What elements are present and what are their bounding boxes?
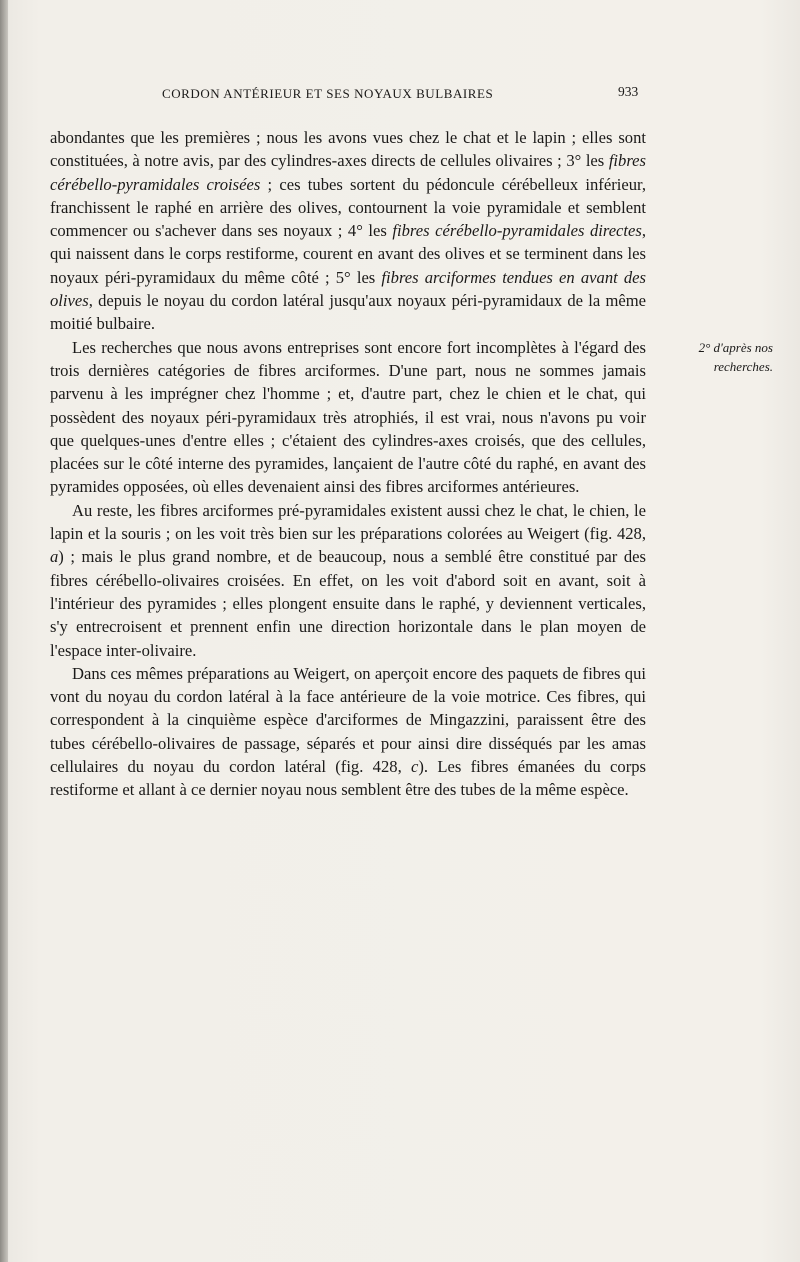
- paragraph-3-text-b: ) ; mais le plus grand nombre, et de beaucoup, nous a semblé être constitué par des fibres cérébello-olivaires croisées. En effet, on les voit d'abord soit en avant, soit à l'intérieur des pyramides ; elles plongent ensuite dans le raphé, y deviennent verticales, s'y entrecroisent et prennent enfin une direction horizontale dans le plan moyen de l'espace inter-olivaire.: [50, 547, 646, 660]
- figure-ref-c: c: [411, 757, 419, 777]
- paragraph-4-text-a: Dans ces mêmes préparations au Weigert, on aperçoit encore des paquets de fibres qui vont du noyau du cordon latéral à la face antérieure de la voie motrice. Ces fibres, qui correspondent à la cinquième espèce d'arciformes de Mingazzini, paraissent être des tubes cérébello-olivaires de passage, séparés et pour ainsi dire disséqués par les amas cellulaires du noyau du cordon latéral (fig. 428,: [50, 663, 646, 777]
- term-arciformes-tendues: fibres arciformes tendues en avant des olives: [50, 267, 646, 311]
- paragraph-1-text-c: , qui naissent dans le corps restiforme, courent en avant des olives et se terminent dans les noyaux péri-pyramidaux du même côté ; 5° les: [50, 221, 647, 287]
- body-text: [50, 126, 646, 802]
- figure-ref-a: a: [50, 547, 59, 567]
- paragraph-3-text-a: Au reste, les fibres arciformes pré-pyramidales existent aussi chez le chat, le chien, le lapin et la souris ; on les voit très bien sur les préparations colorées au Weigert (fig. 428,: [50, 500, 646, 544]
- paragraph-1-text-a: abondantes que les premières ; nous les avons vues chez le chat et le lapin ; elles sont constituées, à notre avis, par des cylindres-axes directs de cellules olivaires ; 3° les: [50, 128, 646, 171]
- term-cerebello-pyramidales-croisees: fibres cérébello-pyramidales croisées: [50, 151, 646, 194]
- paragraph-1-text-d: , depuis le noyau du cordon latéral jusqu'aux noyaux péri-pyramidaux de la même moitié bulbaire.: [50, 291, 646, 334]
- paragraph-3: [50, 499, 646, 662]
- paragraph-1-text-b: ; ces tubes sortent du pédoncule cérébelleux inférieur, franchissent le raphé en arrière des olives, contournent la voie pyramidale et semblent commencer ou s'achever dans ses noyaux ; 4° les: [50, 174, 647, 241]
- running-head: CORDON ANTÉRIEUR ET SES NOYAUX BULBAIRES: [162, 86, 494, 101]
- margin-note-line-2: recherches.: [713, 359, 773, 374]
- page-binding-shadow: [0, 0, 8, 1262]
- term-cerebello-pyramidales-directes: fibres cérébello-pyramidales directes: [392, 221, 642, 241]
- paragraph-1: [50, 126, 646, 336]
- paragraph-4-text-b: ). Les fibres émanées du corps restiforme et allant à ce dernier noyau nous semblent être des tubes de la même espèce.: [50, 757, 646, 800]
- paragraph-4: [50, 662, 646, 802]
- margin-note: [673, 338, 773, 376]
- margin-note-line-1: 2° d'après nos: [698, 340, 773, 355]
- page-number: 933: [618, 84, 639, 99]
- paragraph-2: Les recherches que nous avons entreprises sont encore fort incomplètes à l'égard des trois dernières catégories de fibres arciformes. D'une part, nous ne sommes jamais parvenu à les imprégner chez l'homme ; et, d'autre part, chez le chien et le chat, qui possèdent des noyaux péri-pyramidaux très atrophiés, il est vrai, nous n'avons pu voir que quelques-unes d'entre elles ; c'étaient des cylindres-axes croisés, que des cellules, placées sur le côté interne des pyramides, lançaient de l'autre côté du raphé, en avant des pyramides opposées, où elles devenaient ainsi des fibres arciformes antérieures.: [50, 337, 646, 497]
